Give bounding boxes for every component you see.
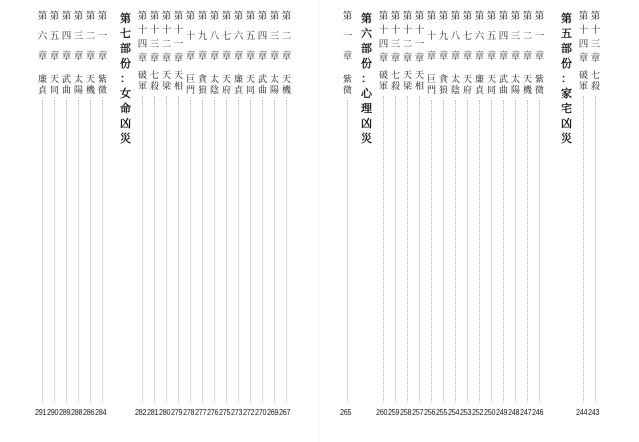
page-number: 247 bbox=[520, 407, 532, 417]
leader-dots bbox=[467, 100, 468, 402]
leader-dots bbox=[443, 100, 444, 402]
toc-entry[interactable]: 第 十 四 章 破 軍 244 bbox=[576, 11, 589, 417]
leader-dots bbox=[166, 96, 167, 402]
toc-entry[interactable]: 第 七 章 天 府 253 bbox=[460, 11, 473, 417]
leader-dots bbox=[503, 100, 504, 402]
page-number: 286 bbox=[83, 407, 95, 417]
toc-entry[interactable]: 第 三 章 太 陽 269 bbox=[267, 11, 280, 417]
page-number: 277 bbox=[195, 407, 207, 417]
leader-dots bbox=[202, 100, 203, 402]
toc-entry[interactable]: 第 一 章 紫 微 284 bbox=[95, 11, 108, 417]
leader-dots bbox=[238, 100, 239, 402]
page-number: 265 bbox=[340, 407, 352, 417]
page-number: 282 bbox=[135, 407, 147, 417]
toc-entry[interactable]: 第 一 章 紫 微 265 bbox=[340, 11, 353, 417]
leader-dots bbox=[419, 96, 420, 402]
leader-dots bbox=[250, 100, 251, 402]
leader-dots bbox=[226, 100, 227, 402]
section-title: 第 七 部 份 ： 女 命 凶 災 bbox=[120, 12, 131, 145]
leader-dots bbox=[54, 100, 55, 402]
page-number: 269 bbox=[267, 407, 279, 417]
page-number: 284 bbox=[95, 407, 107, 417]
leader-dots bbox=[407, 96, 408, 402]
page-number: 267 bbox=[279, 407, 291, 417]
section-title: 第 六 部 份 ： 心 理 凶 災 bbox=[361, 12, 372, 145]
leader-dots bbox=[491, 100, 492, 402]
toc-entry[interactable]: 第 六 章 廉 貞 291 bbox=[35, 11, 48, 417]
page-number: 281 bbox=[147, 407, 159, 417]
toc-entry[interactable]: 第 三 章 太 陽 248 bbox=[508, 11, 521, 417]
page-number: 250 bbox=[484, 407, 496, 417]
toc-entry[interactable]: 第 二 章 天 機 267 bbox=[279, 11, 292, 417]
leader-dots bbox=[178, 96, 179, 402]
toc-entry[interactable]: 第 十 一 章 天 相 279 bbox=[171, 11, 184, 417]
toc-entry[interactable]: 第 十 四 章 破 軍 282 bbox=[135, 11, 148, 417]
toc-entry[interactable]: 第 十 章 巨 門 256 bbox=[424, 11, 437, 417]
page-number: 291 bbox=[35, 407, 47, 417]
leader-dots bbox=[66, 100, 67, 402]
toc-entry[interactable]: 第 四 章 武 曲 289 bbox=[59, 11, 72, 417]
toc-entry[interactable]: 第 六 章 廉 貞 252 bbox=[472, 11, 485, 417]
leader-dots bbox=[262, 100, 263, 402]
page-number: 253 bbox=[460, 407, 472, 417]
toc-entry[interactable]: 第 五 章 天 同 272 bbox=[243, 11, 256, 417]
leader-dots bbox=[515, 100, 516, 402]
leader-dots bbox=[539, 100, 540, 402]
page-number: 260 bbox=[376, 407, 388, 417]
leader-dots bbox=[102, 100, 103, 402]
toc-entry[interactable]: 第 四 章 武 曲 249 bbox=[496, 11, 509, 417]
leader-dots bbox=[214, 100, 215, 402]
leader-dots bbox=[90, 100, 91, 402]
page-number: 244 bbox=[576, 407, 588, 417]
toc-entry[interactable]: 第 十 三 章 七 殺 243 bbox=[588, 11, 601, 417]
page-number: 249 bbox=[496, 407, 508, 417]
leader-dots bbox=[286, 100, 287, 402]
leader-dots bbox=[78, 100, 79, 402]
toc-entry[interactable]: 第 十 二 章 天 梁 280 bbox=[159, 11, 172, 417]
page-number: 288 bbox=[71, 407, 83, 417]
page-number: 273 bbox=[231, 407, 243, 417]
toc-entry[interactable]: 第 十 一 章 天 相 257 bbox=[412, 11, 425, 417]
toc-entry[interactable]: 第 二 章 天 機 286 bbox=[83, 11, 96, 417]
page-number: 290 bbox=[47, 407, 59, 417]
toc-entry[interactable]: 第 八 章 太 陰 254 bbox=[448, 11, 461, 417]
toc-entry[interactable]: 第 一 章 紫 微 246 bbox=[532, 11, 545, 417]
page-number: 258 bbox=[400, 407, 412, 417]
left-toc-page bbox=[0, 0, 318, 442]
page-number: 257 bbox=[412, 407, 424, 417]
page-number: 246 bbox=[532, 407, 544, 417]
right-toc-page bbox=[319, 0, 639, 442]
page-number: 256 bbox=[424, 407, 436, 417]
toc-entry[interactable]: 第 九 章 貪 狼 277 bbox=[195, 11, 208, 417]
page-number: 243 bbox=[588, 407, 600, 417]
toc-entry[interactable]: 第 九 章 貪 狼 255 bbox=[436, 11, 449, 417]
page-number: 259 bbox=[388, 407, 400, 417]
page-number: 276 bbox=[207, 407, 219, 417]
page-number: 280 bbox=[159, 407, 171, 417]
page-number: 254 bbox=[448, 407, 460, 417]
toc-entry[interactable]: 第 十 章 巨 門 278 bbox=[183, 11, 196, 417]
leader-dots bbox=[383, 96, 384, 402]
page-number: 279 bbox=[171, 407, 183, 417]
leader-dots bbox=[274, 100, 275, 402]
toc-entry[interactable]: 第 三 章 太 陽 288 bbox=[71, 11, 84, 417]
leader-dots bbox=[479, 100, 480, 402]
toc-entry[interactable]: 第 十 二 章 天 梁 258 bbox=[400, 11, 413, 417]
leader-dots bbox=[190, 100, 191, 402]
toc-entry[interactable]: 第 八 章 太 陰 276 bbox=[207, 11, 220, 417]
page-number: 255 bbox=[436, 407, 448, 417]
section-title: 第 五 部 份 ： 家 宅 凶 災 bbox=[561, 12, 572, 145]
page-number: 275 bbox=[219, 407, 231, 417]
toc-entry[interactable]: 第 五 章 天 同 250 bbox=[484, 11, 497, 417]
leader-dots bbox=[142, 96, 143, 402]
leader-dots bbox=[583, 96, 584, 402]
leader-dots bbox=[455, 100, 456, 402]
leader-dots bbox=[595, 96, 596, 402]
page-number: 248 bbox=[508, 407, 520, 417]
leader-dots bbox=[347, 100, 348, 402]
leader-dots bbox=[42, 100, 43, 402]
page-number: 270 bbox=[255, 407, 267, 417]
page-number: 278 bbox=[183, 407, 195, 417]
leader-dots bbox=[527, 100, 528, 402]
toc-entry[interactable]: 第 二 章 天 機 247 bbox=[520, 11, 533, 417]
page-number: 289 bbox=[59, 407, 71, 417]
toc-entry[interactable]: 第 七 章 天 府 275 bbox=[219, 11, 232, 417]
toc-entry[interactable]: 第 十 三 章 七 殺 259 bbox=[388, 11, 401, 417]
toc-entry[interactable]: 第 十 四 章 破 軍 260 bbox=[376, 11, 389, 417]
toc-entry[interactable]: 第 五 章 天 同 290 bbox=[47, 11, 60, 417]
leader-dots bbox=[395, 96, 396, 402]
page-number: 272 bbox=[243, 407, 255, 417]
toc-entry[interactable]: 第 四 章 武 曲 270 bbox=[255, 11, 268, 417]
leader-dots bbox=[431, 100, 432, 402]
page-number: 252 bbox=[472, 407, 484, 417]
leader-dots bbox=[154, 96, 155, 402]
toc-entry[interactable]: 第 六 章 廉 貞 273 bbox=[231, 11, 244, 417]
toc-entry[interactable]: 第 十 三 章 七 殺 281 bbox=[147, 11, 160, 417]
